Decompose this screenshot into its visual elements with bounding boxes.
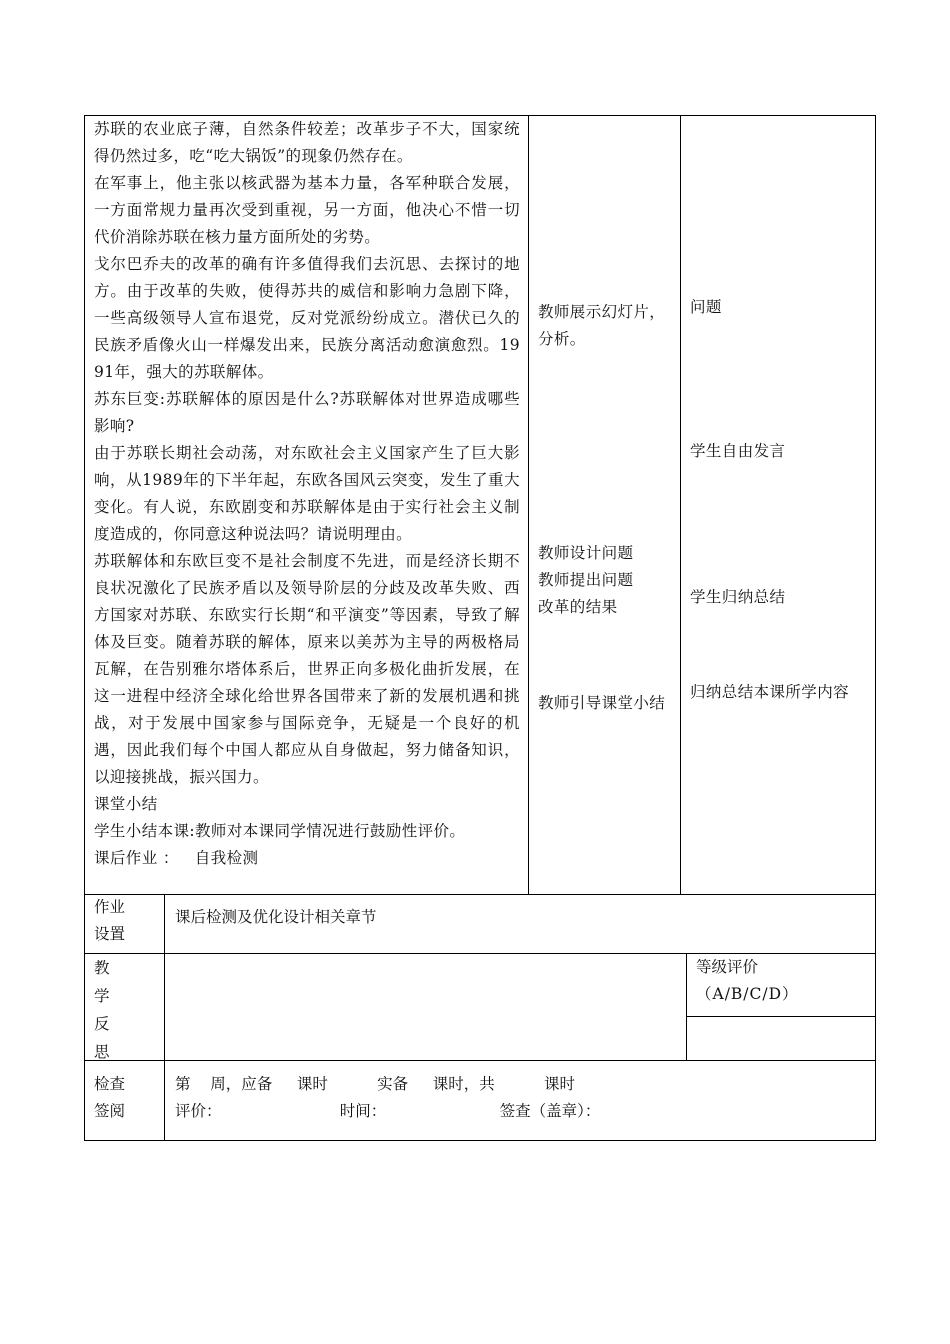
homework-label-line: 设置 bbox=[94, 925, 126, 943]
check-lesson-count-line: 第 周，应备 课时 实备 课时，共 课时 bbox=[175, 1075, 576, 1093]
lesson-content-column bbox=[85, 116, 529, 894]
content-paragraph: 苏联的农业底子薄，自然条件较差；改革步子不大，国家统得仍然过多，吃“吃大锅饭”的现象仍然存在。 bbox=[94, 120, 520, 165]
reflection-label-char: 反 bbox=[94, 1015, 110, 1033]
reflection-label bbox=[85, 954, 165, 1060]
content-paragraph: 在军事上，他主张以核武器为基本力量，各军种联合发展，一方面常规力量再次受到重视，另一方面，他决心不惜一切代价消除苏联在核力量方面所处的劣势。 bbox=[94, 174, 520, 246]
reflection-text-area[interactable] bbox=[165, 954, 686, 1060]
check-label-line: 检查 bbox=[94, 1075, 126, 1093]
content-paragraph: 学生小结本课:教师对本课同学情况进行鼓励性评价。 bbox=[94, 822, 466, 840]
homework-label bbox=[85, 894, 165, 953]
homework-line: 课后作业 ： 自我检测 bbox=[94, 849, 259, 867]
content-paragraph: 由于苏联长期社会动荡，对东欧社会主义国家产生了巨大影响，从1989年的下半年起，东欧各国风云突变，发生了重大变化。有人说，东欧剧变和苏联解体是由于实行社会主义制度造成的，你同意这种说法吗？请说明理由。 bbox=[94, 444, 520, 543]
grade-evaluation-header bbox=[687, 954, 875, 1017]
teacher-activity-result: 改革的结果 bbox=[538, 598, 618, 616]
reflection-label-char: 教 bbox=[94, 959, 110, 977]
check-row bbox=[85, 1061, 875, 1141]
check-signature-line: 评价： 时间： 签查（盖章）： bbox=[175, 1102, 601, 1120]
check-label bbox=[85, 1061, 165, 1141]
homework-text: 课后检测及优化设计相关章节 bbox=[175, 908, 377, 926]
student-activity-question: 问题 bbox=[690, 298, 722, 316]
homework-label-line: 作业 bbox=[94, 898, 126, 916]
teacher-activity-summary: 教师引导课堂小结 bbox=[538, 694, 666, 712]
reflection-label-char: 思 bbox=[94, 1043, 110, 1061]
content-paragraph: 戈尔巴乔夫的改革的确有许多值得我们去沉思、去探讨的地方。由于改革的失败，使得苏共的威信和影响力急剧下降，一些高级领导人宣布退党，反对党派纷纷成立。潜伏已久的民族矛盾像火山一样爆发出来，民族分离活动愈演愈烈。1991年，强大的苏联解体。 bbox=[94, 255, 520, 381]
check-label-line: 签阅 bbox=[94, 1102, 126, 1120]
homework-row bbox=[85, 894, 875, 954]
teacher-activity-slides: 教师展示幻灯片，分析。 bbox=[538, 303, 666, 348]
teacher-activity-ask: 教师提出问题 bbox=[538, 571, 634, 589]
grade-evaluation-box bbox=[686, 954, 875, 1060]
reflection-label-char: 学 bbox=[94, 987, 110, 1005]
grade-options: （A/B/C/D） bbox=[696, 985, 799, 1003]
student-activity-summary: 归纳总结本课所学内容 bbox=[690, 683, 850, 701]
content-paragraph: 苏东巨变:苏联解体的原因是什么?苏联解体对世界造成哪些影响? bbox=[94, 390, 520, 435]
content-paragraph: 苏联解体和东欧巨变不是社会制度不先进，而是经济长期不良状况激化了民族矛盾以及领导阶层的分歧及改革失败、西方国家对苏联、东欧实行长期“和平演变”等因素，导致了解体及巨变。随着苏联的解体，原来以美苏为主导的两极格局瓦解，在告别雅尔塔体系后，世界正向多极化曲折发展，在这一进程中经济全球化给世界各国带来了新的发展机遇和挑战，对于发展中国家参与国际竞争，无疑是一个良好的机遇，因此我们每个中国人都应从自身做起，努力储备知识，以迎接挑战，振兴国力。 bbox=[94, 552, 520, 786]
reflection-row bbox=[85, 954, 875, 1061]
section-heading-summary: 课堂小结 bbox=[94, 795, 158, 813]
student-activity-column bbox=[681, 116, 877, 894]
lesson-footer-table bbox=[84, 894, 876, 1141]
lesson-activity-table bbox=[84, 115, 876, 895]
student-activity-conclude: 学生归纳总结 bbox=[690, 588, 786, 606]
student-activity-speak: 学生自由发言 bbox=[690, 442, 786, 460]
teacher-activity-column bbox=[529, 116, 681, 894]
grade-title: 等级评价 bbox=[696, 958, 759, 976]
teacher-activity-design: 教师设计问题 bbox=[538, 544, 634, 562]
